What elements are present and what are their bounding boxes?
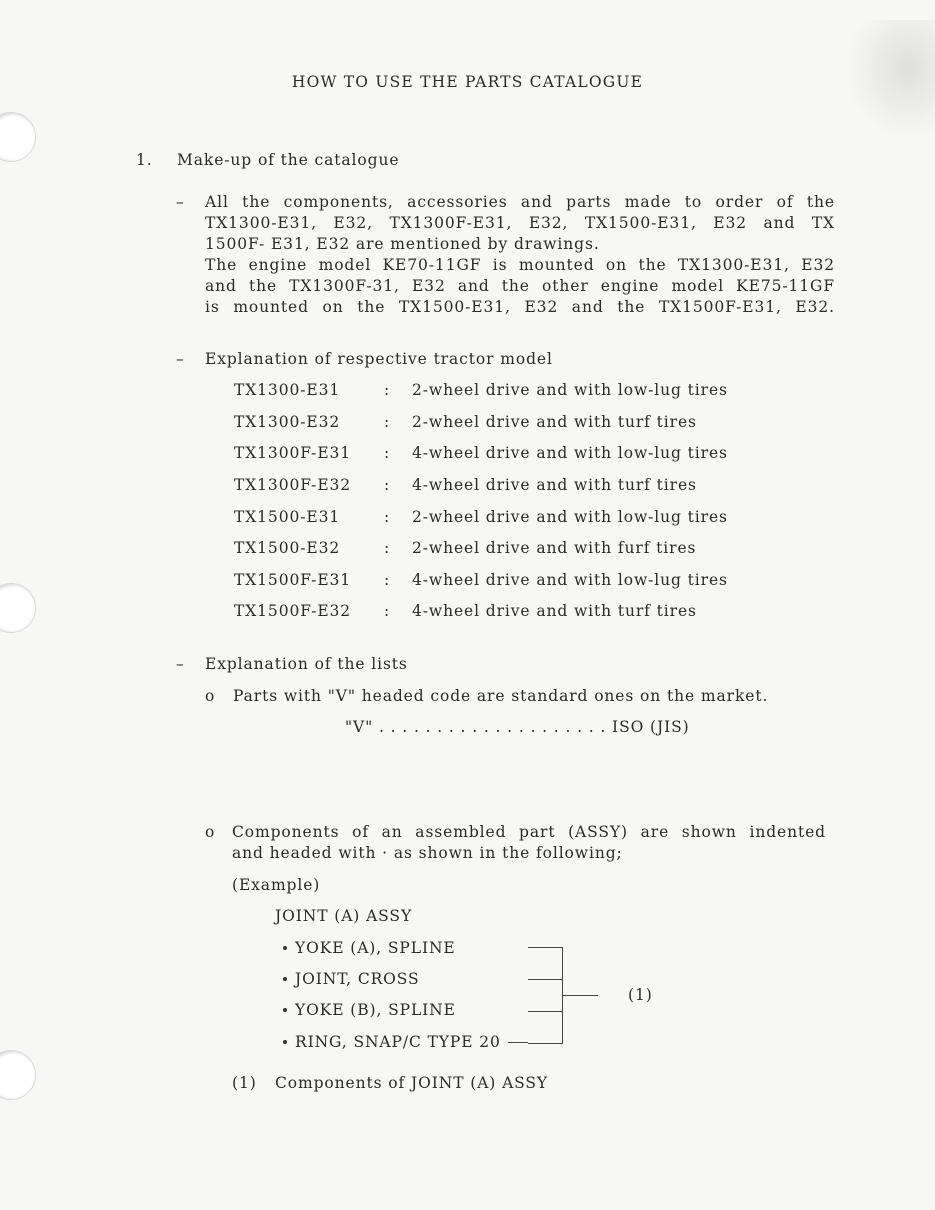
colon: :	[384, 444, 391, 462]
component-label: JOINT, CROSS	[295, 970, 420, 988]
colon: :	[384, 476, 391, 494]
v-code-note: Parts with "V" headed code are standard ones on the market.	[233, 687, 769, 705]
v-code-standard: "V" . . . . . . . . . . . . . . . . . . . . ISO (JIS)	[345, 718, 690, 736]
component-dot	[283, 1040, 287, 1044]
colon: :	[384, 602, 391, 620]
model-description: 2-wheel drive and with low-lug tires	[412, 381, 728, 399]
punch-hole	[0, 1050, 36, 1100]
assy-note-line: and headed with · as shown in the following;	[232, 844, 623, 862]
dash-bullet: –	[176, 193, 185, 211]
model-code: TX1500F-E32	[234, 602, 352, 620]
assy-note-line: Components of an assembled part (ASSY) are shown indented	[232, 823, 826, 841]
component-label: YOKE (A), SPLINE	[295, 939, 456, 957]
intro-line: and the TX1300F-31, E32 and the other engine model KE75-11GF	[205, 277, 835, 295]
component-item	[283, 939, 456, 957]
reference-number: (1)	[628, 986, 653, 1004]
model-code: TX1500-E32	[234, 539, 341, 557]
component-label: RING, SNAP/C TYPE 20	[295, 1033, 501, 1051]
page-title: HOW TO USE THE PARTS CATALOGUE	[291, 73, 644, 91]
footnote-ref: (1)	[232, 1074, 257, 1092]
lists-heading: Explanation of the lists	[205, 655, 408, 673]
colon: :	[384, 571, 391, 589]
dash-bullet: –	[176, 655, 185, 673]
intro-line: is mounted on the TX1500-E31, E32 and the TX1500F-E31, E32.	[205, 298, 835, 316]
intro-line: 1500F- E31, E32 are mentioned by drawings.	[205, 235, 600, 253]
model-description: 2-wheel drive and with furf tires	[412, 539, 697, 557]
colon: :	[384, 381, 391, 399]
model-description: 4-wheel drive and with low-lug tires	[412, 444, 728, 462]
model-description: 4-wheel drive and with low-lug tires	[412, 571, 728, 589]
punch-hole	[0, 112, 36, 162]
model-description: 2-wheel drive and with low-lug tires	[412, 508, 728, 526]
model-description: 4-wheel drive and with turf tires	[412, 602, 697, 620]
intro-line: The engine model KE70-11GF is mounted on the TX1300-E31, E32	[205, 256, 835, 274]
bullet-o: o	[205, 687, 216, 705]
footnote-text: Components of JOINT (A) ASSY	[275, 1074, 549, 1092]
model-code: TX1500-E31	[234, 508, 341, 526]
component-label: YOKE (B), SPLINE	[295, 1001, 456, 1019]
models-heading: Explanation of respective tractor model	[205, 350, 553, 368]
intro-line: TX1300-E31, E32, TX1300F-E31, E32, TX1500-E31, E32 and TX	[205, 214, 835, 232]
intro-paragraph	[205, 192, 835, 318]
section-number: 1.	[136, 151, 153, 169]
example-label: (Example)	[232, 876, 321, 894]
model-description: 4-wheel drive and with turf tires	[412, 476, 697, 494]
model-code: TX1300-E32	[234, 413, 341, 431]
model-code: TX1300F-E31	[234, 444, 352, 462]
colon: :	[384, 508, 391, 526]
colon: :	[384, 413, 391, 431]
intro-line: All the components, accessories and parts made to order of the	[205, 193, 835, 211]
model-code: TX1500F-E31	[234, 571, 352, 589]
colon: :	[384, 539, 391, 557]
punch-hole	[0, 583, 36, 633]
component-item	[283, 1001, 456, 1019]
model-code: TX1300F-E32	[234, 476, 352, 494]
component-item	[283, 1033, 501, 1051]
model-description: 2-wheel drive and with turf tires	[412, 413, 697, 431]
component-dot	[283, 977, 287, 981]
assy-name: JOINT (A) ASSY	[275, 907, 413, 925]
component-dot	[283, 946, 287, 950]
model-code: TX1300-E31	[234, 381, 341, 399]
bullet-o: o	[205, 823, 216, 841]
component-item	[283, 970, 420, 988]
component-dot	[283, 1008, 287, 1012]
dash-bullet: –	[176, 350, 185, 368]
assy-note	[232, 822, 826, 864]
section-heading: Make-up of the catalogue	[177, 151, 400, 169]
